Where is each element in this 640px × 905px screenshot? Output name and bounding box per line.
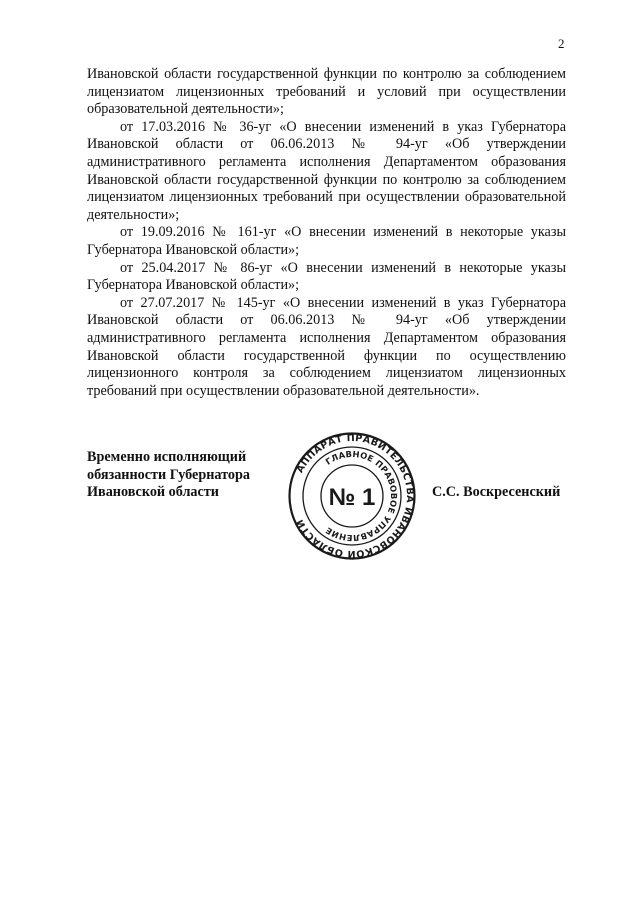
seal-inner-text: ГЛАВНОЕ ПРАВОВОЕ УПРАВЛЕНИЕ xyxy=(323,448,400,544)
seal-outer-text: АППАРАТ ПРАВИТЕЛЬСТВА ИВАНОВСКОЙ ОБЛАСТИ xyxy=(294,432,416,560)
paragraph: от 27.07.2017 № 145-уг «О внесении изменений в указ Губернатора Ивановской области от 06.06.2013 № 94-уг «Об утверждении административного регламента исполнения Департаментом образования Ивановской области государственной функции по осуществлению лицензионного контроля за соблюдением лицензиатом лицензионных требований при осуществлении образовательной деятельности». xyxy=(87,294,566,399)
paragraph: от 25.04.2017 № 86-уг «О внесении изменений в некоторые указы Губернатора Ивановской области»; xyxy=(87,259,566,294)
paragraph: Ивановской области государственной функции по контролю за соблюдением лицензиатом лицензионных требований и условий при осуществлении образовательной деятельности»; xyxy=(87,66,566,118)
paragraph: от 17.03.2016 № 36-уг «О внесении изменений в указ Губернатора Ивановской области от 06.06.2013 № 94-уг «Об утверждении административного регламента исполнения Департаментом образования Ивановской области государственной функции по контролю за соблюдением лицензиатом лицензионных требований при осуществлении образовательной деятельности»; xyxy=(87,118,566,223)
document-body xyxy=(87,66,566,400)
signatory-position-line: Ивановской области xyxy=(87,484,219,501)
signatory-position-line: Временно исполняющий xyxy=(87,449,247,465)
seal-center-number: № 1 xyxy=(328,484,376,511)
paragraph: от 19.09.2016 № 161-уг «О внесении изменений в некоторые указы Губернатора Ивановской области»; xyxy=(87,224,566,258)
signatory-position-line: обязанности Губернатора xyxy=(87,466,250,483)
signatory-name: С.С. Воскресенский xyxy=(432,484,561,500)
page-number: 2 xyxy=(558,36,565,51)
signatory-position xyxy=(87,449,250,502)
official-seal-stamp xyxy=(288,432,416,560)
